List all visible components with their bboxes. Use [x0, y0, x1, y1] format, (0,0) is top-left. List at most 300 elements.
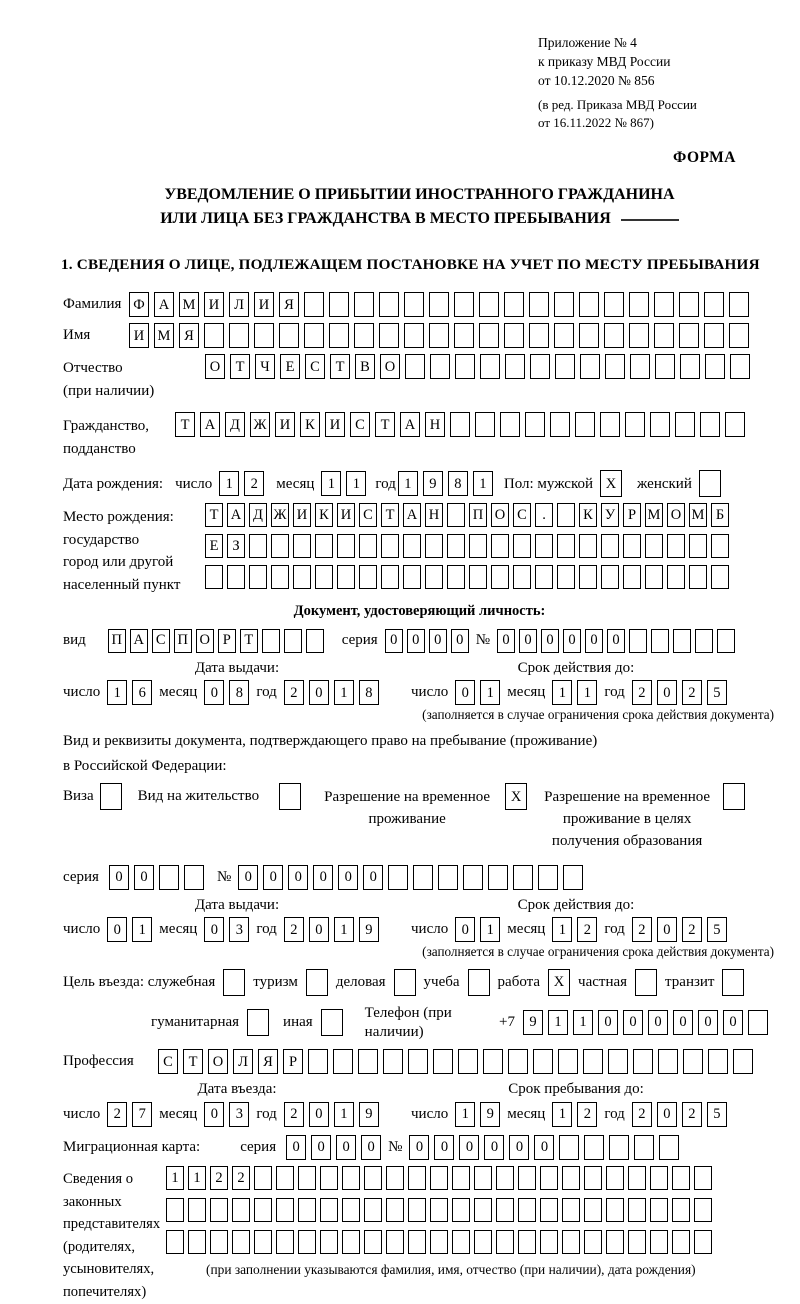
surname-cell[interactable]: Л: [229, 292, 249, 317]
birth-place-cell[interactable]: [271, 534, 289, 558]
birth-place-cell[interactable]: [381, 534, 399, 558]
profession-cell[interactable]: [708, 1049, 728, 1074]
representatives-cell[interactable]: [342, 1166, 360, 1190]
migration-card-number-cell[interactable]: 0: [534, 1135, 554, 1160]
identity-valid-month-cell[interactable]: 1: [577, 680, 597, 705]
patronymic-cell[interactable]: С: [305, 354, 325, 379]
citizenship-cell[interactable]: А: [400, 412, 420, 437]
profession-cell[interactable]: [633, 1049, 653, 1074]
representatives-cell[interactable]: [650, 1230, 668, 1254]
identity-valid-day-cell[interactable]: 1: [480, 680, 500, 705]
profession-cell[interactable]: [583, 1049, 603, 1074]
patronymic-cell[interactable]: [505, 354, 525, 379]
citizenship-cell[interactable]: [725, 412, 745, 437]
patronymic-cell[interactable]: О: [205, 354, 225, 379]
identity-valid-year-cell[interactable]: 2: [632, 680, 652, 705]
representatives-cell[interactable]: [320, 1198, 338, 1222]
identity-doc-number-cell[interactable]: 0: [519, 629, 537, 653]
representatives-cell[interactable]: [562, 1166, 580, 1190]
identity-valid-year-cell[interactable]: 0: [657, 680, 677, 705]
migration-card-series-cell[interactable]: 0: [311, 1135, 331, 1160]
patronymic-cell[interactable]: Е: [280, 354, 300, 379]
birth-place-cell[interactable]: [249, 534, 267, 558]
phone-cell[interactable]: 0: [723, 1010, 743, 1035]
residence-valid-year-cell[interactable]: 0: [657, 917, 677, 942]
representatives-cell[interactable]: [672, 1166, 690, 1190]
residence-valid-month-cell[interactable]: 1: [552, 917, 572, 942]
migration-card-number-cell[interactable]: [659, 1135, 679, 1160]
identity-doc-kind-cell[interactable]: [284, 629, 302, 653]
identity-issue-year-cell[interactable]: 2: [284, 680, 304, 705]
representatives-cell[interactable]: [166, 1198, 184, 1222]
birth-place-cell[interactable]: У: [601, 503, 619, 527]
given-name-cell[interactable]: [254, 323, 274, 348]
representatives-cell[interactable]: 2: [232, 1166, 250, 1190]
birth-place-cell[interactable]: К: [315, 503, 333, 527]
birth-place-cell[interactable]: [535, 534, 553, 558]
birth-place-cell[interactable]: [337, 534, 355, 558]
citizenship-cell[interactable]: [575, 412, 595, 437]
given-name-cell[interactable]: [304, 323, 324, 348]
representatives-cell[interactable]: 1: [188, 1166, 206, 1190]
birth-place-cell[interactable]: [227, 565, 245, 589]
identity-issue-year-cell[interactable]: 0: [309, 680, 329, 705]
representatives-cell[interactable]: [496, 1230, 514, 1254]
representatives-cell[interactable]: [408, 1166, 426, 1190]
representatives-cell[interactable]: [276, 1198, 294, 1222]
representatives-cell[interactable]: [452, 1198, 470, 1222]
identity-doc-number-cell[interactable]: [717, 629, 735, 653]
temp-residence-edu-checkbox-cell[interactable]: [723, 783, 745, 810]
birth-place-cell[interactable]: [579, 534, 597, 558]
birth-place-cell[interactable]: [535, 565, 553, 589]
residence-doc-number-cell[interactable]: [388, 865, 408, 890]
representatives-cell[interactable]: [232, 1230, 250, 1254]
surname-cell[interactable]: Ф: [129, 292, 149, 317]
given-name-cell[interactable]: [629, 323, 649, 348]
representatives-cell[interactable]: [518, 1198, 536, 1222]
identity-issue-day-cell[interactable]: 6: [132, 680, 152, 705]
identity-doc-series-cell[interactable]: 0: [407, 629, 425, 653]
birth-place-cell[interactable]: [711, 565, 729, 589]
birth-place-cell[interactable]: И: [337, 503, 355, 527]
citizenship-cell[interactable]: С: [350, 412, 370, 437]
representatives-cell[interactable]: [496, 1166, 514, 1190]
given-name-cell[interactable]: [704, 323, 724, 348]
patronymic-cell[interactable]: Ч: [255, 354, 275, 379]
patronymic-cell[interactable]: [405, 354, 425, 379]
given-name-cell[interactable]: [554, 323, 574, 348]
migration-card-series-cell[interactable]: 0: [336, 1135, 356, 1160]
profession-cell[interactable]: [408, 1049, 428, 1074]
migration-card-number-cell[interactable]: [609, 1135, 629, 1160]
citizenship-cell[interactable]: [650, 412, 670, 437]
surname-cell[interactable]: [404, 292, 424, 317]
identity-doc-number-cell[interactable]: [695, 629, 713, 653]
birth-place-cell[interactable]: М: [689, 503, 707, 527]
representatives-cell[interactable]: [628, 1198, 646, 1222]
identity-doc-number-cell[interactable]: [629, 629, 647, 653]
birth-place-cell[interactable]: Ж: [271, 503, 289, 527]
residence-doc-series-cell[interactable]: [184, 865, 204, 890]
birth-place-cell[interactable]: [205, 565, 223, 589]
given-name-cell[interactable]: [729, 323, 749, 348]
identity-doc-number-cell[interactable]: 0: [563, 629, 581, 653]
residence-doc-number-cell[interactable]: [463, 865, 483, 890]
profession-cell[interactable]: [533, 1049, 553, 1074]
residence-doc-number-cell[interactable]: 0: [363, 865, 383, 890]
given-name-cell[interactable]: [404, 323, 424, 348]
representatives-cell[interactable]: [298, 1166, 316, 1190]
representatives-cell[interactable]: [342, 1230, 360, 1254]
birth-place-cell[interactable]: [645, 565, 663, 589]
birth-place-cell[interactable]: [513, 534, 531, 558]
residence-valid-year-cell[interactable]: 2: [632, 917, 652, 942]
identity-doc-number-cell[interactable]: 0: [497, 629, 515, 653]
entry-year-cell[interactable]: 1: [334, 1102, 354, 1127]
given-name-cell[interactable]: [279, 323, 299, 348]
birth-day-cell[interactable]: 2: [244, 471, 264, 496]
birth-place-cell[interactable]: [667, 565, 685, 589]
representatives-cell[interactable]: [298, 1198, 316, 1222]
residence-issue-year-cell[interactable]: 0: [309, 917, 329, 942]
patronymic-cell[interactable]: [630, 354, 650, 379]
birth-place-cell[interactable]: [491, 534, 509, 558]
representatives-cell[interactable]: [254, 1198, 272, 1222]
temp-residence-checkbox-cell[interactable]: X: [505, 783, 527, 810]
residence-doc-number-cell[interactable]: 0: [288, 865, 308, 890]
patronymic-cell[interactable]: [680, 354, 700, 379]
migration-card-number-cell[interactable]: [634, 1135, 654, 1160]
purpose-transit-checkbox-cell[interactable]: [722, 969, 744, 996]
profession-cell[interactable]: [433, 1049, 453, 1074]
birth-place-cell[interactable]: М: [645, 503, 663, 527]
representatives-cell[interactable]: [496, 1198, 514, 1222]
patronymic-cell[interactable]: О: [380, 354, 400, 379]
identity-issue-year-cell[interactable]: 1: [334, 680, 354, 705]
identity-valid-year-cell[interactable]: 5: [707, 680, 727, 705]
citizenship-cell[interactable]: Т: [375, 412, 395, 437]
given-name-cell[interactable]: [204, 323, 224, 348]
stay-year-cell[interactable]: 2: [632, 1102, 652, 1127]
identity-doc-kind-cell[interactable]: П: [174, 629, 192, 653]
birth-place-cell[interactable]: [381, 565, 399, 589]
residence-issue-month-cell[interactable]: 0: [204, 917, 224, 942]
purpose-tourism-checkbox-cell[interactable]: [306, 969, 328, 996]
stay-year-cell[interactable]: 5: [707, 1102, 727, 1127]
given-name-cell[interactable]: [229, 323, 249, 348]
identity-doc-kind-cell[interactable]: Р: [218, 629, 236, 653]
identity-doc-kind-cell[interactable]: Т: [240, 629, 258, 653]
surname-cell[interactable]: [379, 292, 399, 317]
profession-cell[interactable]: [308, 1049, 328, 1074]
representatives-cell[interactable]: [584, 1230, 602, 1254]
given-name-cell[interactable]: [379, 323, 399, 348]
representatives-cell[interactable]: [364, 1166, 382, 1190]
birth-place-cell[interactable]: [425, 565, 443, 589]
representatives-cell[interactable]: [254, 1230, 272, 1254]
residence-valid-month-cell[interactable]: 2: [577, 917, 597, 942]
representatives-cell[interactable]: [386, 1198, 404, 1222]
surname-cell[interactable]: [504, 292, 524, 317]
profession-cell[interactable]: Я: [258, 1049, 278, 1074]
entry-year-cell[interactable]: 9: [359, 1102, 379, 1127]
citizenship-cell[interactable]: Д: [225, 412, 245, 437]
birth-place-cell[interactable]: [469, 534, 487, 558]
phone-cell[interactable]: 0: [648, 1010, 668, 1035]
given-name-cell[interactable]: [504, 323, 524, 348]
identity-issue-month-cell[interactable]: 8: [229, 680, 249, 705]
representatives-cell[interactable]: [430, 1198, 448, 1222]
identity-doc-kind-cell[interactable]: А: [130, 629, 148, 653]
patronymic-cell[interactable]: Т: [330, 354, 350, 379]
representatives-cell[interactable]: [474, 1166, 492, 1190]
surname-cell[interactable]: [529, 292, 549, 317]
given-name-cell[interactable]: [604, 323, 624, 348]
patronymic-cell[interactable]: [530, 354, 550, 379]
surname-cell[interactable]: [579, 292, 599, 317]
surname-cell[interactable]: И: [204, 292, 224, 317]
profession-cell[interactable]: [333, 1049, 353, 1074]
phone-cell[interactable]: 1: [573, 1010, 593, 1035]
identity-issue-day-cell[interactable]: 1: [107, 680, 127, 705]
birth-place-cell[interactable]: [315, 565, 333, 589]
representatives-cell[interactable]: [628, 1230, 646, 1254]
given-name-cell[interactable]: [529, 323, 549, 348]
representatives-cell[interactable]: [518, 1230, 536, 1254]
patronymic-cell[interactable]: [605, 354, 625, 379]
citizenship-cell[interactable]: [600, 412, 620, 437]
migration-card-number-cell[interactable]: 0: [484, 1135, 504, 1160]
surname-cell[interactable]: [354, 292, 374, 317]
citizenship-cell[interactable]: [625, 412, 645, 437]
patronymic-cell[interactable]: [555, 354, 575, 379]
citizenship-cell[interactable]: [525, 412, 545, 437]
residence-doc-number-cell[interactable]: [513, 865, 533, 890]
sex-male-checkbox-cell[interactable]: X: [600, 470, 622, 497]
surname-cell[interactable]: [629, 292, 649, 317]
residence-doc-number-cell[interactable]: 0: [263, 865, 283, 890]
profession-cell[interactable]: [483, 1049, 503, 1074]
residence-doc-number-cell[interactable]: [563, 865, 583, 890]
birth-place-cell[interactable]: [447, 534, 465, 558]
citizenship-cell[interactable]: [450, 412, 470, 437]
residence-doc-series-cell[interactable]: [159, 865, 179, 890]
birth-place-cell[interactable]: А: [403, 503, 421, 527]
birth-place-cell[interactable]: [359, 534, 377, 558]
representatives-cell[interactable]: [518, 1166, 536, 1190]
representatives-cell[interactable]: [650, 1198, 668, 1222]
representatives-cell[interactable]: [364, 1230, 382, 1254]
surname-cell[interactable]: [454, 292, 474, 317]
identity-valid-day-cell[interactable]: 0: [455, 680, 475, 705]
representatives-cell[interactable]: [210, 1198, 228, 1222]
phone-cell[interactable]: 0: [598, 1010, 618, 1035]
representatives-cell[interactable]: [188, 1198, 206, 1222]
residence-valid-day-cell[interactable]: 1: [480, 917, 500, 942]
representatives-cell[interactable]: 1: [166, 1166, 184, 1190]
patronymic-cell[interactable]: [655, 354, 675, 379]
patronymic-cell[interactable]: Т: [230, 354, 250, 379]
patronymic-cell[interactable]: [705, 354, 725, 379]
identity-doc-number-cell[interactable]: 0: [585, 629, 603, 653]
visa-checkbox-cell[interactable]: [100, 783, 122, 810]
residence-valid-year-cell[interactable]: 2: [682, 917, 702, 942]
entry-month-cell[interactable]: 3: [229, 1102, 249, 1127]
residence-doc-number-cell[interactable]: 0: [238, 865, 258, 890]
profession-cell[interactable]: [733, 1049, 753, 1074]
stay-month-cell[interactable]: 1: [552, 1102, 572, 1127]
birth-place-cell[interactable]: [491, 565, 509, 589]
purpose-official-checkbox-cell[interactable]: [223, 969, 245, 996]
residence-doc-number-cell[interactable]: [438, 865, 458, 890]
birth-place-cell[interactable]: [271, 565, 289, 589]
birth-place-cell[interactable]: Р: [623, 503, 641, 527]
birth-place-cell[interactable]: [513, 565, 531, 589]
purpose-other-checkbox-cell[interactable]: [321, 1009, 343, 1036]
birth-month-cell[interactable]: 1: [321, 471, 341, 496]
representatives-cell[interactable]: [320, 1230, 338, 1254]
representatives-cell[interactable]: [606, 1230, 624, 1254]
given-name-cell[interactable]: [429, 323, 449, 348]
representatives-cell[interactable]: [694, 1166, 712, 1190]
representatives-cell[interactable]: [188, 1230, 206, 1254]
birth-place-cell[interactable]: [447, 565, 465, 589]
birth-place-cell[interactable]: Е: [205, 534, 223, 558]
representatives-cell[interactable]: [540, 1166, 558, 1190]
representatives-cell[interactable]: [584, 1198, 602, 1222]
migration-card-number-cell[interactable]: 0: [409, 1135, 429, 1160]
identity-doc-number-cell[interactable]: 0: [541, 629, 559, 653]
birth-place-cell[interactable]: Т: [381, 503, 399, 527]
entry-year-cell[interactable]: 2: [284, 1102, 304, 1127]
identity-doc-series-cell[interactable]: 0: [429, 629, 447, 653]
birth-place-cell[interactable]: А: [227, 503, 245, 527]
patronymic-cell[interactable]: В: [355, 354, 375, 379]
residence-issue-month-cell[interactable]: 3: [229, 917, 249, 942]
identity-doc-number-cell[interactable]: [651, 629, 669, 653]
identity-doc-kind-cell[interactable]: [306, 629, 324, 653]
representatives-cell[interactable]: [430, 1230, 448, 1254]
profession-cell[interactable]: [508, 1049, 528, 1074]
representatives-cell[interactable]: [408, 1198, 426, 1222]
surname-cell[interactable]: [329, 292, 349, 317]
stay-year-cell[interactable]: 2: [682, 1102, 702, 1127]
migration-card-number-cell[interactable]: 0: [434, 1135, 454, 1160]
residence-doc-number-cell[interactable]: [488, 865, 508, 890]
birth-place-cell[interactable]: [447, 503, 465, 527]
representatives-cell[interactable]: [606, 1166, 624, 1190]
surname-cell[interactable]: [479, 292, 499, 317]
surname-cell[interactable]: [429, 292, 449, 317]
birth-place-cell[interactable]: [601, 534, 619, 558]
patronymic-cell[interactable]: [480, 354, 500, 379]
given-name-cell[interactable]: [354, 323, 374, 348]
stay-month-cell[interactable]: 2: [577, 1102, 597, 1127]
birth-place-cell[interactable]: [645, 534, 663, 558]
surname-cell[interactable]: [604, 292, 624, 317]
birth-place-cell[interactable]: Т: [205, 503, 223, 527]
given-name-cell[interactable]: М: [154, 323, 174, 348]
representatives-cell[interactable]: [650, 1166, 668, 1190]
representatives-cell[interactable]: [694, 1230, 712, 1254]
representatives-cell[interactable]: [320, 1166, 338, 1190]
residence-doc-series-cell[interactable]: 0: [134, 865, 154, 890]
representatives-cell[interactable]: [254, 1166, 272, 1190]
representatives-cell[interactable]: [672, 1230, 690, 1254]
residence-issue-day-cell[interactable]: 0: [107, 917, 127, 942]
entry-year-cell[interactable]: 0: [309, 1102, 329, 1127]
citizenship-cell[interactable]: Ж: [250, 412, 270, 437]
given-name-cell[interactable]: [454, 323, 474, 348]
birth-place-cell[interactable]: Б: [711, 503, 729, 527]
surname-cell[interactable]: [654, 292, 674, 317]
stay-day-cell[interactable]: 1: [455, 1102, 475, 1127]
birth-place-cell[interactable]: [293, 565, 311, 589]
residence-doc-number-cell[interactable]: 0: [338, 865, 358, 890]
citizenship-cell[interactable]: И: [325, 412, 345, 437]
birth-place-cell[interactable]: О: [491, 503, 509, 527]
identity-issue-year-cell[interactable]: 8: [359, 680, 379, 705]
phone-cell[interactable]: 0: [698, 1010, 718, 1035]
representatives-cell[interactable]: [606, 1198, 624, 1222]
birth-place-cell[interactable]: [623, 565, 641, 589]
profession-cell[interactable]: [358, 1049, 378, 1074]
purpose-humanitarian-checkbox-cell[interactable]: [247, 1009, 269, 1036]
surname-cell[interactable]: [729, 292, 749, 317]
citizenship-cell[interactable]: [500, 412, 520, 437]
representatives-cell[interactable]: [276, 1230, 294, 1254]
birth-place-cell[interactable]: [623, 534, 641, 558]
profession-cell[interactable]: Р: [283, 1049, 303, 1074]
identity-valid-month-cell[interactable]: 1: [552, 680, 572, 705]
birth-place-cell[interactable]: [667, 534, 685, 558]
surname-cell[interactable]: [304, 292, 324, 317]
citizenship-cell[interactable]: К: [300, 412, 320, 437]
birth-place-cell[interactable]: [689, 565, 707, 589]
phone-cell[interactable]: [748, 1010, 768, 1035]
migration-card-number-cell[interactable]: [584, 1135, 604, 1160]
profession-cell[interactable]: [558, 1049, 578, 1074]
representatives-cell[interactable]: [430, 1166, 448, 1190]
representatives-cell[interactable]: [452, 1230, 470, 1254]
identity-doc-kind-cell[interactable]: С: [152, 629, 170, 653]
birth-place-cell[interactable]: [557, 503, 575, 527]
purpose-work-checkbox-cell[interactable]: X: [548, 969, 570, 996]
birth-month-cell[interactable]: 1: [346, 471, 366, 496]
representatives-cell[interactable]: [694, 1198, 712, 1222]
representatives-cell[interactable]: [364, 1198, 382, 1222]
citizenship-cell[interactable]: [550, 412, 570, 437]
identity-doc-number-cell[interactable]: 0: [607, 629, 625, 653]
profession-cell[interactable]: [458, 1049, 478, 1074]
phone-cell[interactable]: 1: [548, 1010, 568, 1035]
purpose-study-checkbox-cell[interactable]: [468, 969, 490, 996]
profession-cell[interactable]: [608, 1049, 628, 1074]
residence-issue-day-cell[interactable]: 1: [132, 917, 152, 942]
surname-cell[interactable]: [554, 292, 574, 317]
birth-place-cell[interactable]: [403, 534, 421, 558]
migration-card-number-cell[interactable]: 0: [459, 1135, 479, 1160]
representatives-cell[interactable]: [386, 1166, 404, 1190]
birth-place-cell[interactable]: [315, 534, 333, 558]
representatives-cell[interactable]: [584, 1166, 602, 1190]
profession-cell[interactable]: С: [158, 1049, 178, 1074]
birth-place-cell[interactable]: [601, 565, 619, 589]
representatives-cell[interactable]: [166, 1230, 184, 1254]
surname-cell[interactable]: И: [254, 292, 274, 317]
purpose-private-checkbox-cell[interactable]: [635, 969, 657, 996]
